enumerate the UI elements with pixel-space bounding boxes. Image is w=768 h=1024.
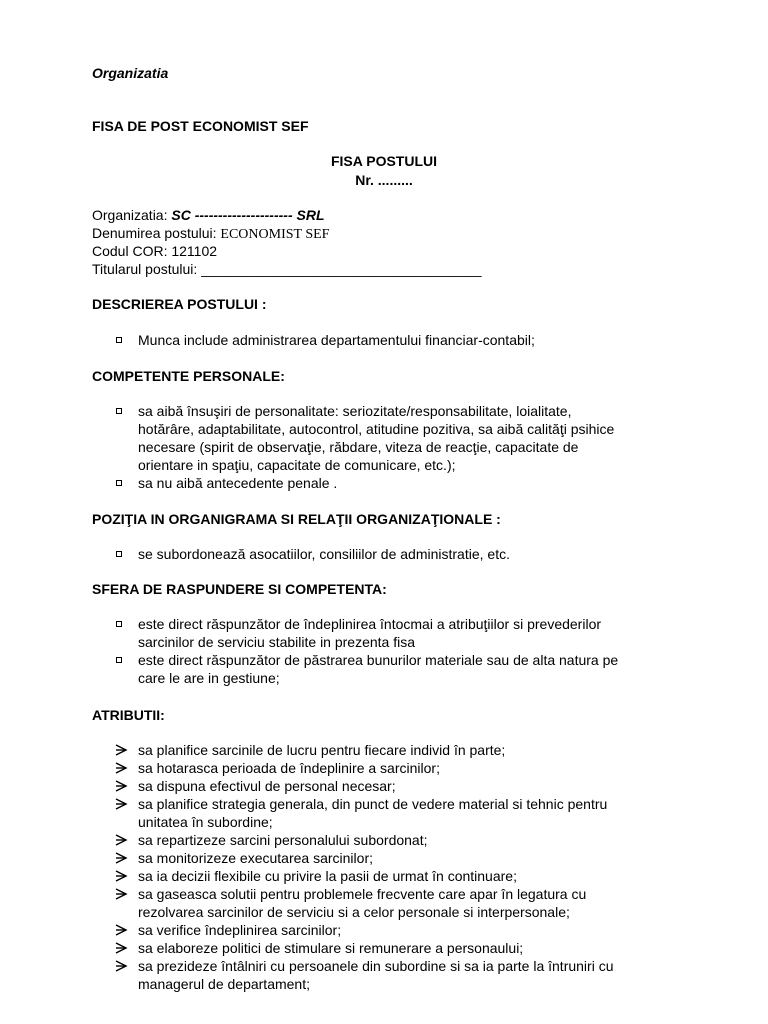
list-item-line: orientare in spaţiu, capacitate de comunicare, etc.); — [138, 457, 456, 473]
section-heading-atributii: ATRIBUTII: — [92, 707, 165, 723]
fisa-title: FISA POSTULUI — [330, 153, 438, 169]
list-item-line: este direct răspunzător de îndeplinirea întocmai a atribuţiilor si prevederilor — [138, 616, 602, 632]
list-item-line: sa gaseasca solutii pentru problemele frecvente care apar în legatura cu — [138, 886, 587, 902]
arrow-bullet-icon — [114, 869, 128, 883]
list-item-line: este direct răspunzător de păstrarea bunurilor materiale sau de alta natura pe — [138, 652, 619, 668]
arrow-bullet-icon — [114, 959, 128, 973]
list-item-line: sa ia decizii flexibile cu privire la pasii de urmat în continuare; — [138, 868, 517, 884]
list-item-line: sa verifice îndeplinirea sarcinilor; — [138, 922, 342, 938]
list-item-line: sa nu aibă antecedente penale . — [138, 475, 338, 491]
list-item-line: managerul de departament; — [138, 976, 310, 992]
list-item-line: sa aibă însuşiri de personalitate: seriozitate/responsabilitate, loialitate, — [138, 403, 572, 419]
list-item-line: Munca include administrarea departamentului financiar-contabil; — [138, 332, 535, 348]
square-bullet-icon — [116, 408, 122, 414]
section-heading-competente: COMPETENTE PERSONALE: — [92, 368, 285, 384]
square-bullet-icon — [116, 657, 122, 663]
info-post-value: ECONOMIST SEF — [220, 227, 330, 242]
square-bullet-icon — [116, 551, 122, 557]
arrow-bullet-icon — [114, 779, 128, 793]
info-organization-line — [92, 206, 325, 224]
info-titular: Titularul postului: ____________________________________ — [92, 261, 482, 277]
list-item-line: sa planifice strategia generala, din punct de vedere material si tehnic pentru — [138, 796, 608, 812]
list-item-line: sa monitorizeze executarea sarcinilor; — [138, 850, 373, 866]
arrow-bullet-icon — [114, 797, 128, 811]
list-item-line: sa elaboreze politici de stimulare si remunerare a personaului; — [138, 940, 524, 956]
document-title: FISA DE POST ECONOMIST SEF — [92, 118, 309, 134]
section-heading-descriere: DESCRIEREA POSTULUI : — [92, 296, 267, 312]
arrow-bullet-icon — [114, 923, 128, 937]
organization-label: Organizatia — [92, 65, 169, 81]
list-item-line: hotărâre, adaptabilitate, autocontrol, atitudine pozitiva, sa aibă calităţi psihice — [138, 421, 615, 437]
arrow-bullet-icon — [114, 743, 128, 757]
section-heading-sfera: SFERA DE RASPUNDERE SI COMPETENTA: — [92, 581, 387, 597]
info-organization-label: Organizatia: — [92, 207, 172, 223]
list-item-line: sa planifice sarcinile de lucru pentru fiecare individ în parte; — [138, 742, 506, 758]
info-organization-value: SC --------------------- SRL — [171, 207, 325, 223]
list-item-line: sa hotarasca perioada de îndeplinire a sarcinilor; — [138, 760, 440, 776]
square-bullet-icon — [116, 337, 122, 343]
arrow-bullet-icon — [114, 833, 128, 847]
list-item-line: sa prezideze întâlniri cu persoanele din subordine si sa ia parte la întruniri cu — [138, 958, 614, 974]
arrow-bullet-icon — [114, 941, 128, 955]
list-item-line: sarcinilor de serviciu stabilite in prezenta fisa — [138, 634, 416, 650]
list-item-line: care le are in gestiune; — [138, 670, 280, 686]
arrow-bullet-icon — [114, 761, 128, 775]
info-post-label: Denumirea postului: — [92, 225, 221, 241]
section-heading-pozitia: POZIŢIA IN ORGANIGRAMA SI RELAŢII ORGANIZAŢIONALE : — [92, 511, 501, 527]
list-item-line: se subordonează asocatiilor, consiliilor de administratie, etc. — [138, 546, 510, 562]
square-bullet-icon — [116, 480, 122, 486]
square-bullet-icon — [116, 621, 122, 627]
info-cor-code: Codul COR: 121102 — [92, 243, 218, 259]
list-item-line: necesare (spirit de observaţie, răbdare, viteza de reacţie, capacitate de — [138, 439, 579, 455]
list-item-line: rezolvarea sarcinilor de serviciu si a celor personale si interpersonale; — [138, 904, 570, 920]
arrow-bullet-icon — [114, 887, 128, 901]
list-item-line: sa dispuna efectivul de personal necesar; — [138, 778, 396, 794]
fisa-number: Nr. ......... — [355, 172, 413, 188]
info-post-line — [92, 224, 329, 244]
arrow-bullet-icon — [114, 851, 128, 865]
list-item-line: unitatea în subordine; — [138, 814, 273, 830]
list-item-line: sa repartizeze sarcini personalului subordonat; — [138, 832, 428, 848]
